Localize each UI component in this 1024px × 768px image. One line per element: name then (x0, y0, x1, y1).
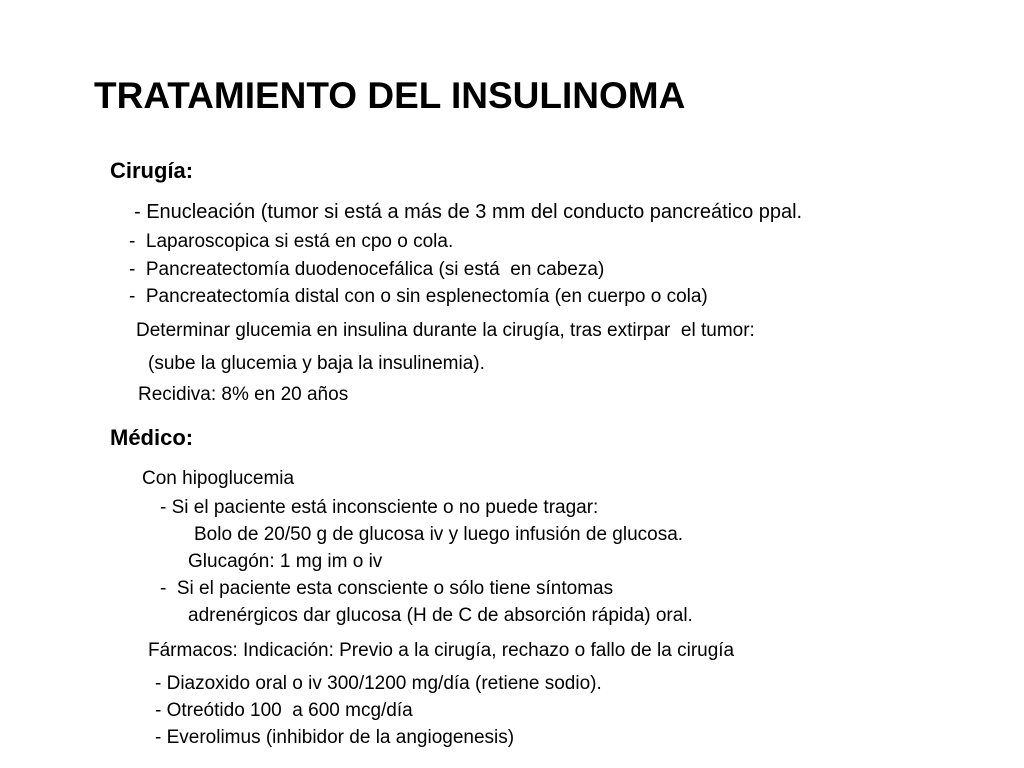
medico-heading: Médico: (110, 425, 194, 450)
cirugia-item-laparoscopica: - Laparoscopica si está en cpo o cola. (129, 231, 454, 252)
cirugia-item-pancreatectomia-distal: - Pancreatectomía distal con o sin esplenectomía (en cuerpo o cola) (129, 286, 708, 307)
medico-drug-diazoxido: - Diazoxido oral o iv 300/1200 mg/día (retiene sodio). (155, 673, 602, 694)
medico-con-hipoglucemia: Con hipoglucemia (142, 468, 295, 489)
medico-bolo-glucosa: Bolo de 20/50 g de glucosa iv y luego infusión de glucosa. (194, 524, 684, 545)
medico-farmacos-indicacion: Fármacos: Indicación: Previo a la cirugía, rechazo o fallo de la cirugía (148, 640, 735, 661)
medico-paciente-inconsciente: - Si el paciente está inconsciente o no puede tragar: (160, 497, 599, 518)
cirugia-item-pancreatectomia-duodenocefalica: - Pancreatectomía duodenocefálica (si está en cabeza) (129, 259, 605, 280)
medico-adrenergicos: adrenérgicos dar glucosa (H de C de absorción rápida) oral. (188, 605, 693, 626)
slide-title: TRATAMIENTO DEL INSULINOMA (94, 75, 686, 116)
medico-drug-everolimus: - Everolimus (inhibidor de la angiogenesis) (155, 727, 515, 748)
cirugia-recidiva: Recidiva: 8% en 20 años (138, 384, 349, 405)
medico-drug-otreotido: - Otreótido 100 a 600 mcg/día (155, 700, 413, 721)
cirugia-heading: Cirugía: (110, 158, 194, 183)
cirugia-determinar-glucemia: Determinar glucemia en insulina durante la cirugía, tras extirpar el tumor: (136, 320, 755, 341)
medico-paciente-consciente: - Si el paciente esta consciente o sólo tiene síntomas (160, 578, 614, 599)
medico-glucagon: Glucagón: 1 mg im o iv (188, 551, 383, 572)
cirugia-sube-glucemia: (sube la glucemia y baja la insulinemia). (148, 353, 485, 374)
cirugia-item-enucleacion: - Enucleación (tumor si está a más de 3 mm del conducto pancreático ppal. (134, 201, 803, 223)
